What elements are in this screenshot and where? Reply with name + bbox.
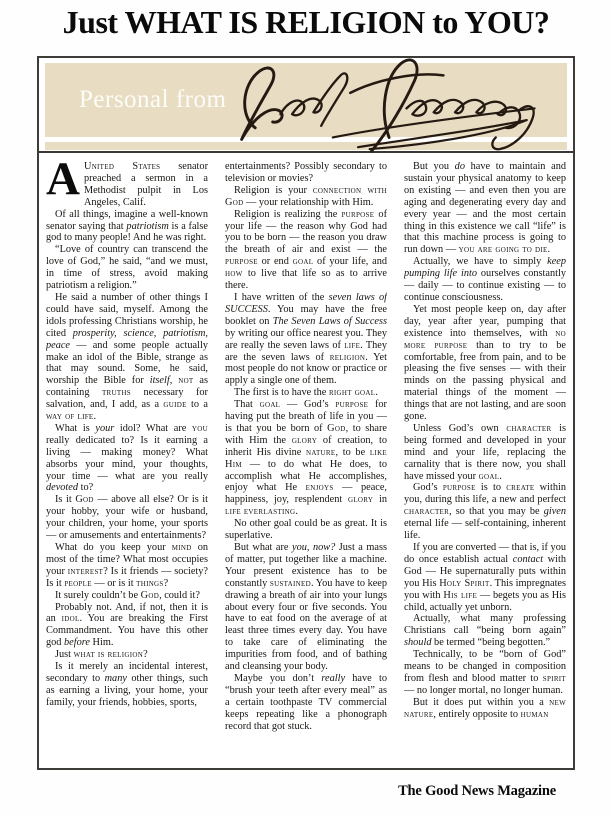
paragraph: The first is to have the right goal. <box>234 387 378 399</box>
paragraph: But what are you, now? Just a mass of matter, put together like a machine. Your present existence has to be constantly sustained. You have to keep drawing a breath of air into your lungs about every four or five seconds. You have to eat food on the average of at least three times every day. You have to take care of eliminating the impurities from food, and of bathing and cleansing your body. <box>225 542 387 673</box>
personal-from-banner <box>39 58 573 153</box>
paragraph: Yet most people keep on, day after day, year after year, pumping that existence into themselves, with no more purpose than to try to be comfortable, free from pain, and to be pleasing the five senses — with their minds on the passing physical and material things of the moment — things that are not lasting, and are soon gone. <box>404 303 566 423</box>
drop-cap: A <box>46 161 80 205</box>
magazine-name: The Good News Magazine <box>398 783 556 799</box>
paragraph: Probably not. And, if not, then it is an idol. You are breaking the First Commandment. You have this other god before Him. <box>46 601 208 649</box>
paragraph: Technically, to be “born of God” means to be changed in composition from flesh and blood matter to spirit — no longer mortal, no longer human. <box>404 649 566 696</box>
banner-background <box>45 63 567 137</box>
paragraph: Actually, what many professing Christians call “being born again” should be termed “being begotten.” <box>404 613 566 649</box>
banner-label: Personal from <box>79 86 227 113</box>
paragraph: I have written of the seven laws of SUCCESS. You may have the free booklet on The Seven Laws of Success by writing our office nearest you. They are really the seven laws of life. They are the seven laws of religion. Yet most people do not know or practice or apply a single one of them. <box>225 291 387 387</box>
paragraph: God’s purpose is to create within you, during this life, a new and perfect character, so that you may be given eternal life — self-containing, inherent life. <box>404 482 566 542</box>
paragraph: Religion is realizing the purpose of your life — the reason why God had you to be born — the reason you draw the breath of air and exist — the purpose or end goal of your life, and how to live that life so as to arrive there. <box>225 208 387 292</box>
text-column-2 <box>225 161 387 761</box>
paragraph: No other goal could be as great. It is superlative. <box>225 518 387 542</box>
paragraph: If you are converted — that is, if you do once establish actual contact with God — He supernaturally puts within you His Holy Spirit. This impregnates you with His life — begets you as His child, actually yet unborn. <box>404 542 566 613</box>
paragraph: entertainments? Possibly secondary to television or movies? <box>225 161 387 184</box>
paragraph: Unless God’s own character is being formed and developed in your mind and your life, replacing the carnality that is there now, you shall have missed your goal. <box>404 422 566 482</box>
paragraph: What is your idol? What are you really dedicated to? Is it earning a living — making money? What absorbs your mind, your thoughts, your time — what are you really devoted to? <box>46 422 208 494</box>
banner-strip <box>45 142 567 150</box>
text-column-3 <box>404 161 566 761</box>
paragraph: What do you keep your mind on most of the time? What most occupies your interest? Is it friends — society? Is it people — or is it things? <box>46 542 208 589</box>
paragraph: He said a number of other things I could have said, myself. Among the idols professing Christians worship, he cited prosperity, science, patriotism, peace — and some people actually make an idol of the Bible, strange as that may sound. Some, he said, worship the Bible for itself, not as containing truths necessary for salvation, and, I add, as a guide to a way of life. <box>46 291 208 423</box>
paragraph: Is it merely an incidental interest, secondary to many other things, such as earning a living, your home, your family, your friends, hobbies, sports, <box>46 661 208 708</box>
paragraph: That goal — God’s purpose for having put the breath of life in you — is that you be born of God, to share with Him the glory of creation, to inherit His divine nature, to be like Him — to do what He does, to accomplish what He accomplishes, enjoy what He enjoys — peace, happiness, joy, resplendent glory in life everlasting. <box>225 399 387 518</box>
page-title: Just WHAT IS RELIGION to YOU? <box>62 4 550 40</box>
paragraph: Is it God — above all else? Or is it your hobby, your wife or husband, your children, your home, your sports — or amusements and entertainments? <box>46 494 208 542</box>
article-frame <box>37 56 575 770</box>
paragraph: But it does put within you a new nature, entirely opposite to human <box>404 696 566 720</box>
paragraph: Maybe you don’t really have to “brush your teeth after every meal” as a certain toothpaste TV commercial keeps repeating like a phonograph record that got stuck. <box>225 672 387 732</box>
paragraph: “Love of country can transcend the love of God,” he said, “and we must, in time of stress, avoid making patriotism a religion.” <box>46 244 208 292</box>
paragraph: Actually, we have to simply keep pumping life into ourselves constantly — daily — to continue existing — to continue consciousness. <box>404 256 566 303</box>
paragraph: Religion is your connection with God — your relationship with Him. <box>225 184 387 208</box>
article-body <box>39 153 573 761</box>
paragraph: Of all things, imagine a well-known senator saying that patriotism is a false god to many people! And he was right. <box>46 208 208 244</box>
paragraph: It surely couldn’t be God, could it? <box>55 589 200 601</box>
paragraph: A United States senator preached a sermon in a Methodist pulpit in Los Angeles, Calif. <box>46 161 208 208</box>
text-column-1 <box>46 161 208 761</box>
paragraph: Just what is religion? <box>55 649 148 661</box>
paragraph: But you do have to maintain and sustain your physical anatomy to keep on existing — and even then you are aging and degenerating every day and every year — and the most certain thing in this existence we call “life” is that this machine process is going to run down — you are going to die. <box>404 161 566 256</box>
